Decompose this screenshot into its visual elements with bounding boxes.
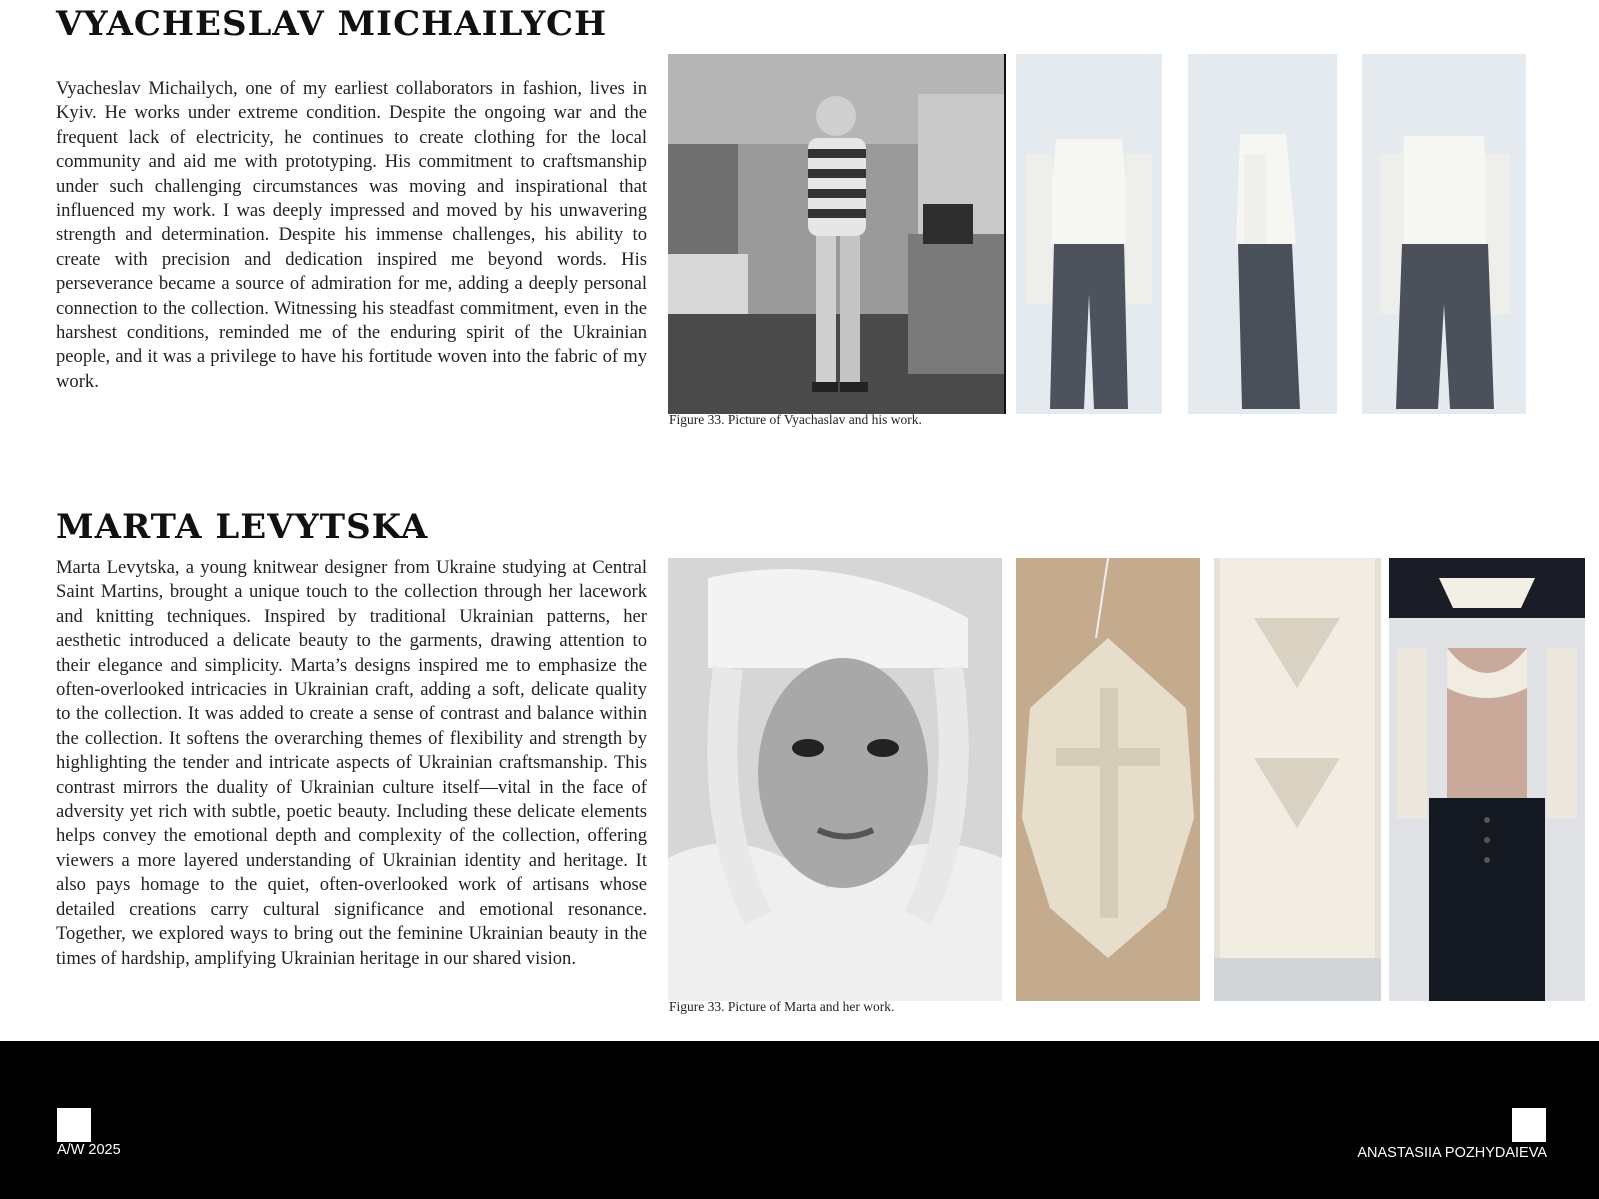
footer-right-square <box>1512 1108 1546 1142</box>
garment-front-photo <box>1016 54 1162 414</box>
footer-season: A/W 2025 <box>57 1142 121 1158</box>
section1-caption: Figure 33. Picture of Vyachaslav and his work. <box>669 412 922 427</box>
tailor-workshop-photo <box>668 54 1004 414</box>
section1-heading: VYACHESLAV MICHAILYCH <box>56 4 608 44</box>
photo-divider <box>1004 54 1006 414</box>
footer-left-square <box>57 1108 91 1142</box>
designer-portrait-photo <box>668 558 1002 1001</box>
section2-body: Marta Levytska, a young knitwear designer from Ukraine studying at Central Saint Martins, brought a unique touch to the collection through her lacework and knitting techniques. Inspired by traditional Ukrainian patterns, her aesthetic introduced a delicate beauty to the garments, drawing attention to their elegance and simplicity. Marta’s designs inspired me to emphasize the often-overlooked intricacies in Ukrainian craft, adding a soft, delicate quality to the collection. It was added to create a sense of contrast and balance within the collection. It softens the overarching themes of flexibility and strength by highlighting the tender and intricate aspects of Ukrainian craftsmanship. This contrast mirrors the duality of Ukrainian culture itself—vital in the face of adversity yet rich with subtle, poetic beauty. Including these delicate elements helps convey the emotional depth and complexity of the collection, offering viewers a more layered understanding of Ukrainian identity and heritage. It also pays homage to the quiet, often-overlooked work of artisans whose detailed creations carry cultural significance and emotional resonance. Together, we explored ways to bring out the feminine Ukrainian beauty in the times of hardship, amplifying Ukrainian heritage in our shared vision. <box>56 557 647 969</box>
section2-caption: Figure 33. Picture of Marta and her work. <box>669 999 895 1014</box>
lace-panel-photo <box>1214 558 1381 1001</box>
garment-back-photo <box>1362 54 1526 414</box>
section1-body: Vyacheslav Michailych, one of my earliest collaborators in fashion, lives in Kyiv. He works under extreme condition. Despite the ongoing war and the frequent lack of electricity, he continues to create clothing for the local community and aid me with prototyping. His commitment to craftsmanship under such challenging circumstances was moving and inspirational that influenced my work. I was deeply impressed and moved by his unwavering strength and determination. Despite his immense challenges, his ability to create with precision and dedication inspired me beyond words. His perseverance became a source of admiration for me, adding a deeply personal connection to the collection. Witnessing his steadfast commitment, even in the harshest conditions, reminded me of the enduring spirit of the Ukrainian people, and it was a privilege to have his fortitude woven into the fabric of my work. <box>56 78 647 392</box>
lace-outfit-photo <box>1389 558 1585 1001</box>
footer-author: ANASTASIIA POZHYDAIEVA <box>1357 1145 1547 1161</box>
garment-side-photo <box>1188 54 1337 414</box>
lace-cross-photo <box>1016 558 1200 1001</box>
section2-heading: MARTA LEVYTSKA <box>56 507 429 547</box>
footer-bar <box>0 1041 1599 1199</box>
